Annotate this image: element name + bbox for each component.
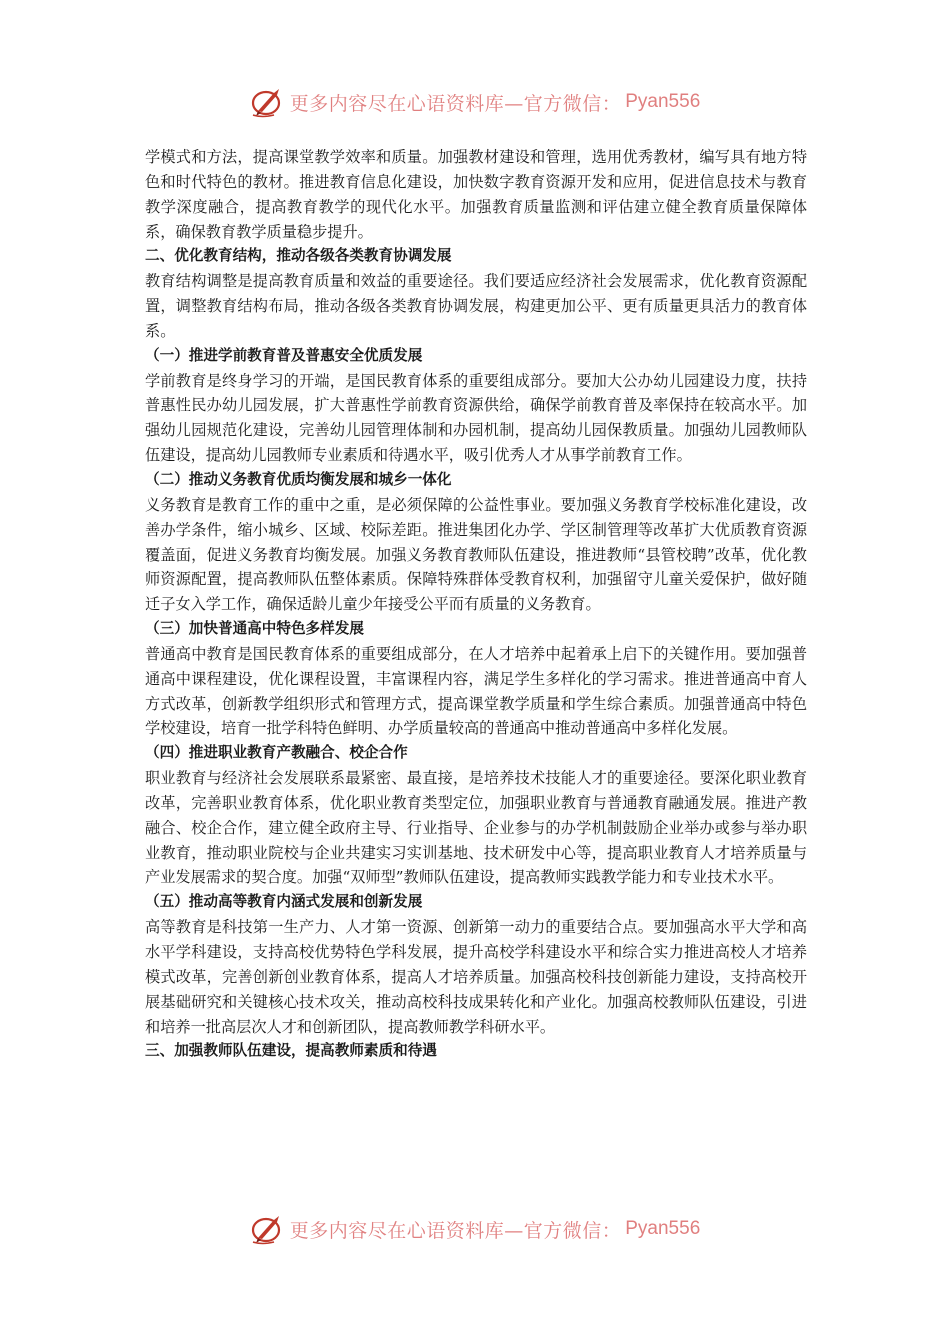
banner-text: 更多内容尽在心语资料库—官方微信：: [289, 92, 622, 115]
paragraph: 教育结构调整是提高教育质量和效益的重要途径。我们要适应经济社会发展需求，优化教育资源配置，调整教育结构布局，推动各级各类教育协调发展，构建更加公平、更有质量更具活力的教育体系。: [145, 272, 807, 340]
subsection-heading: （三）加快普通高中特色多样发展: [145, 620, 364, 638]
paragraph: 高等教育是科技第一生产力、人才第一资源、创新第一动力的重要结合点。要加强高水平大学和高水平学科建设，支持高校优势特色学科发展，提升高校学科建设水平和综合实力推进高校人才培养模式改革，完善创新创业教育体系，提高人才培养质量。加强高校科技创新能力建设，支持高校开展基础研究和关键核心技术攻关，推动高校科技成果转化和产业化。加强高校教师队伍建设，引进和培养一批高层次人才和创新团队，提高教师教学科研水平。: [145, 918, 807, 1036]
section-heading: 二、优化教育结构，推动各级各类教育协调发展: [145, 247, 452, 265]
subsection-heading: （一）推进学前教育普及普惠安全优质发展: [145, 346, 423, 364]
header-banner: [0, 82, 950, 122]
paragraph: 义务教育是教育工作的重中之重，是必须保障的公益性事业。要加强义务教育学校标准化建设，改善办学条件，缩小城乡、区域、校际差距。推进集团化办学、学区制管理等改革扩大优质教育资源覆盖面，促进义务教育均衡发展。加强义务教育教师队伍建设，推进教师“县管校聘”改革，优化教师资源配置，提高教师队伍整体素质。保障特殊群体受教育权利，加强留守儿童关爱保护，做好随迁子女入学工作，确保适龄儿童少年接受公平而有质量的义务教育。: [145, 495, 807, 614]
banner-content: [250, 85, 701, 119]
paragraph: 学前教育是终身学习的开端，是国民教育体系的重要组成部分。要加大公办幼儿园建设力度，扶持普惠性民办幼儿园发展，扩大普惠性学前教育资源供给，确保学前教育普及率保持在较高水平。加强幼儿园规范化建设，完善幼儿园管理体制和办园机制，提高幼儿园保教质量。加强幼儿园教师队伍建设，提高幼儿园教师专业素质和待遇水平，吸引优秀人才从事学前教育工作。: [145, 371, 807, 465]
paragraph: 普通高中教育是国民教育体系的重要组成部分，在人才培养中起着承上启下的关键作用。要加强普通高中课程建设，优化课程设置，丰富课程内容，满足学生多样化的学习需求。推进普通高中育人方式改革，创新教学组织形式和管理方式，提高课堂教学质量和学生综合素质。加强普通高中特色学校建设，培育一批学科特色鲜明、办学质量较高的普通高中推动普通高中多样化发展。: [145, 644, 807, 738]
section-heading: 三、加强教师队伍建设，提高教师素质和待遇: [145, 1042, 437, 1060]
document-body: [145, 145, 807, 1064]
subsection-heading: （二）推动义务教育优质均衡发展和城乡一体化: [145, 470, 452, 488]
pen-logo-icon: [250, 1212, 286, 1246]
banner-content: [250, 1212, 701, 1246]
subsection-heading: （四）推进职业教育产教融合、校企合作: [145, 744, 408, 762]
paragraph: 职业教育与经济社会发展联系最紧密、最直接，是培养技术技能人才的重要途径。要深化职业教育改革，完善职业教育体系，优化职业教育类型定位，加强职业教育与普通教育融通发展。推进产教融合、校企合作，建立健全政府主导、行业指导、企业参与的办学机制鼓励企业举办或参与举办职业教育，推动职业院校与企业共建实习实训基地、技术研发中心等，提高职业教育人才培养质量与产业发展需求的契合度。加强“双师型”教师队伍建设，提高教师实践教学能力和专业技术水平。: [145, 769, 807, 887]
pen-logo-icon: [250, 85, 286, 119]
subsection-heading: （五）推动高等教育内涵式发展和创新发展: [145, 893, 423, 911]
paragraph: 学模式和方法，提高课堂教学效率和质量。加强教材建设和管理，选用优秀教材，编写具有地方特色和时代特色的教材。推进教育信息化建设，加快数字教育资源开发和应用，促进信息技术与教育教学深度融合，提高教育教学的现代化水平。加强教育质量监测和评估建立健全教育质量保障体系，确保教育教学质量稳步提升。: [145, 148, 807, 241]
banner-wechat-id: Pyan556: [625, 1218, 701, 1239]
footer-banner: [0, 1209, 950, 1249]
banner-wechat-id: Pyan556: [625, 91, 701, 112]
banner-text: 更多内容尽在心语资料库—官方微信：: [289, 1219, 622, 1242]
